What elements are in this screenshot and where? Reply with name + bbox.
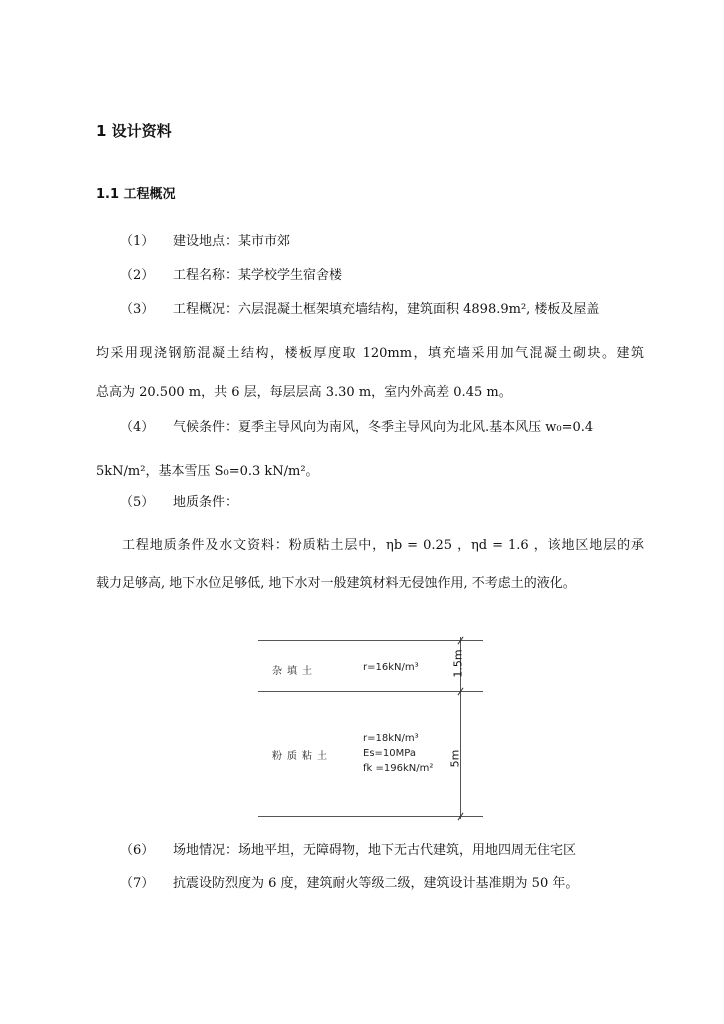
item-text: 工程概况：六层混凝土框架填充墙结构，建筑面积 4898.9m², 楼板及屋盖 bbox=[173, 302, 600, 317]
item-text: 工程名称：某学校学生宿舍楼 bbox=[173, 268, 343, 283]
layer2-thickness: 5m bbox=[448, 749, 462, 768]
list-item bbox=[120, 234, 290, 250]
paragraph-line: 5kN/m²，基本雪压 S₀=0.3 kN/m²。 bbox=[96, 464, 319, 479]
layer-boundary-line bbox=[258, 640, 483, 641]
item-number: （6） bbox=[120, 843, 155, 858]
layer2-unit-weight: r=18kN/m³ bbox=[363, 733, 419, 744]
item-text: 抗震设防烈度为 6 度，建筑耐火等级二级，建筑设计基准期为 50 年。 bbox=[173, 876, 579, 891]
list-item bbox=[120, 876, 578, 892]
layer-boundary-line bbox=[258, 691, 483, 692]
item-text: 气候条件：夏季主导风向为南风，冬季主导风向为北风.基本风压 w₀=0.4 bbox=[173, 420, 594, 435]
layer2-bearing-capacity: fk =196kN/m² bbox=[363, 763, 434, 774]
item-number: （5） bbox=[120, 495, 155, 510]
list-item bbox=[120, 302, 599, 318]
item-number: （2） bbox=[120, 268, 155, 283]
layer1-unit-weight: r=16kN/m³ bbox=[363, 662, 419, 673]
layer1-name: 杂填土 bbox=[272, 666, 317, 677]
paragraph-line: 载力足够高, 地下水位足够低, 地下水对一般建筑材料无侵蚀作用, 不考虑土的液化。 bbox=[96, 576, 576, 591]
list-item bbox=[120, 495, 238, 511]
item-text: 场地情况：场地平坦，无障碍物，地下无古代建筑，用地四周无住宅区 bbox=[173, 843, 577, 858]
list-item bbox=[120, 268, 342, 284]
item-text: 地质条件： bbox=[173, 495, 239, 510]
layer2-name: 粉质粘土 bbox=[272, 751, 332, 762]
layer-boundary-line bbox=[258, 816, 483, 817]
section-heading: 1 设计资料 bbox=[96, 122, 172, 140]
item-number: （4） bbox=[120, 420, 155, 435]
paragraph-line: 总高为 20.500 m，共 6 层，每层层高 3.30 m，室内外高差 0.45 m。 bbox=[96, 385, 512, 400]
item-number: （3） bbox=[120, 302, 155, 317]
item-text: 建设地点：某市市郊 bbox=[173, 234, 291, 249]
layer1-thickness: 1.5m bbox=[451, 649, 465, 678]
paragraph-line: 工程地质条件及水文资料：粉质粘土层中，ηb = 0.25 ，ηd = 1.6 ，该地区地层的承 bbox=[122, 538, 644, 553]
list-item bbox=[120, 420, 593, 436]
item-number: （1） bbox=[120, 234, 155, 249]
paragraph-line: 均采用现浇钢筋混凝土结构，楼板厚度取 120mm，填充墙采用加气混凝土砌块。建筑 bbox=[96, 346, 644, 361]
list-item bbox=[120, 843, 576, 859]
subsection-heading: 1.1 工程概况 bbox=[96, 187, 176, 202]
layer2-modulus: Es=10MPa bbox=[363, 748, 416, 759]
item-number: （7） bbox=[120, 876, 155, 891]
